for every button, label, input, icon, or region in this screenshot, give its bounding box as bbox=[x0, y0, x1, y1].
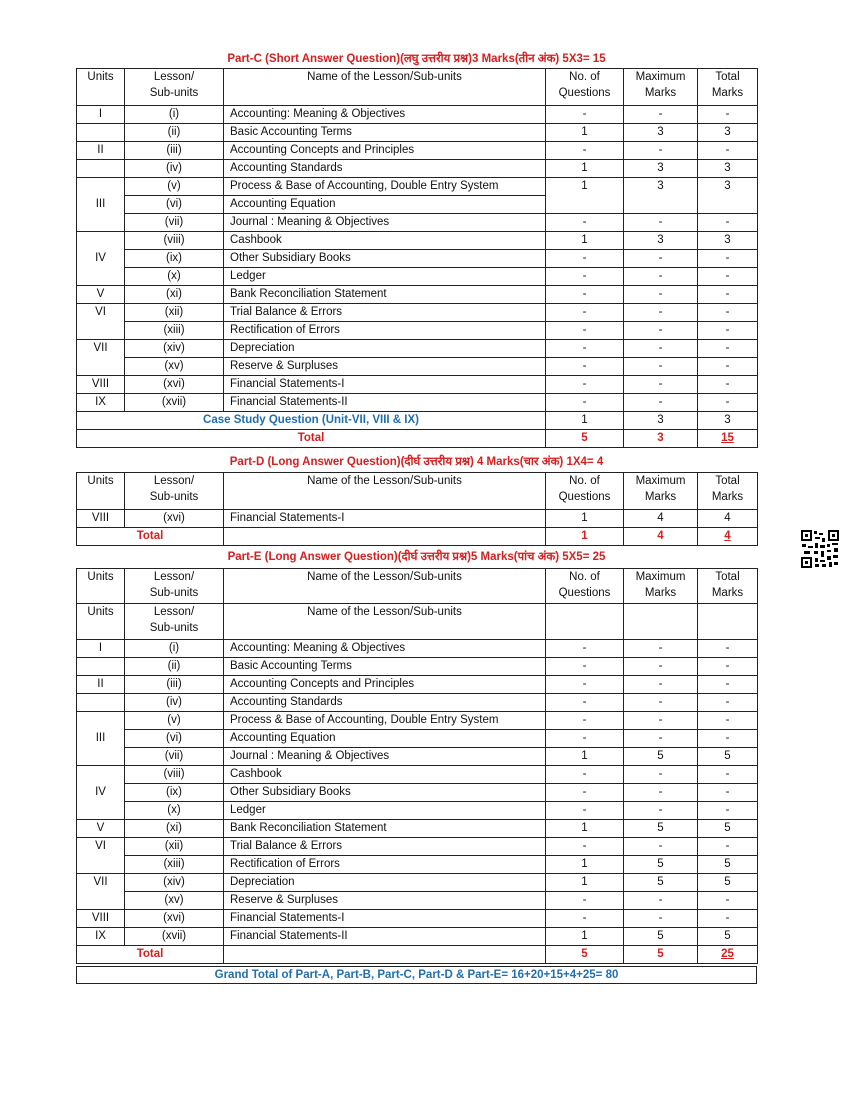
part-e-table bbox=[76, 568, 758, 964]
table-row: V (xi) Bank Reconciliation Statement - - - bbox=[77, 286, 758, 304]
header-lesson: Lesson/ Sub-units bbox=[125, 473, 224, 510]
table-row: V (xi) Bank Reconciliation Statement 1 5 5 bbox=[77, 820, 758, 838]
table-row: VIII (xvi) Financial Statements-I 1 4 4 bbox=[77, 510, 758, 528]
part-d-table bbox=[76, 472, 758, 546]
table-row: IV (viii) Cashbook - - - bbox=[77, 766, 758, 784]
table-row: II (iii) Accounting Concepts and Principles - - - bbox=[77, 676, 758, 694]
table-row: (ix) Other Subsidiary Books - - - bbox=[77, 784, 758, 802]
table-row: III (v) Process & Base of Accounting, Double Entry System 1 3 3 bbox=[77, 178, 758, 196]
table-row: (xiii) Rectification of Errors - - - bbox=[77, 322, 758, 340]
header-name: Name of the Lesson/Sub-units bbox=[224, 69, 546, 106]
header-units: Units bbox=[77, 69, 125, 106]
header-lesson: Lesson/ Sub-units bbox=[125, 69, 224, 106]
table-row: VII (xiv) Depreciation 1 5 5 bbox=[77, 874, 758, 892]
total-row: Total 1 4 4 bbox=[77, 528, 758, 546]
header-total-marks: Total Marks bbox=[698, 69, 758, 106]
header-questions: No. of Questions bbox=[546, 69, 624, 106]
table-row: (vii) Journal : Meaning & Objectives - - - bbox=[77, 214, 758, 232]
qr-code-icon bbox=[800, 529, 840, 569]
table-row: (ix) Other Subsidiary Books - - - bbox=[77, 250, 758, 268]
header-lesson: Lesson/ Sub-units bbox=[125, 604, 224, 640]
table-row: I (i) Accounting: Meaning & Objectives - - - bbox=[77, 106, 758, 124]
header-lesson: Lesson/ Sub-units bbox=[125, 569, 224, 604]
table-row: (xv) Reserve & Surpluses - - - bbox=[77, 892, 758, 910]
table-row: IV (viii) Cashbook 1 3 3 bbox=[77, 232, 758, 250]
table-row: (xv) Reserve & Surpluses - - - bbox=[77, 358, 758, 376]
total-row: Total 5 5 25 bbox=[77, 946, 758, 964]
part-c-title: Part-C (Short Answer Question)(लघु उत्तरीय प्रश्न)3 Marks(तीन अंक) 5X3= 15 bbox=[227, 53, 606, 65]
table-row: IX (xvii) Financial Statements-II 1 5 5 bbox=[77, 928, 758, 946]
table-row: II (iii) Accounting Concepts and Principles - - - bbox=[77, 142, 758, 160]
header-total-marks: Total Marks bbox=[698, 569, 758, 604]
header-questions: No. of Questions bbox=[546, 569, 624, 604]
table-row: (vii) Journal : Meaning & Objectives 1 5 5 bbox=[77, 748, 758, 766]
part-d-title: Part-D (Long Answer Question)(दीर्घ उत्तरीय प्रश्न) 4 Marks(चार अंक) 1X4= 4 bbox=[229, 456, 604, 468]
table-row: (ii) Basic Accounting Terms - - - bbox=[77, 658, 758, 676]
table-row: VI (xii) Trial Balance & Errors - - - bbox=[77, 838, 758, 856]
part-e-title: Part-E (Long Answer Question)(दीर्घ उत्तरीय प्रश्न)5 Marks(पांच अंक) 5X5= 25 bbox=[227, 551, 606, 563]
table-row: IX (xvii) Financial Statements-II - - - bbox=[77, 394, 758, 412]
header-units: Units bbox=[77, 604, 125, 640]
table-row: (iv) Accounting Standards - - - bbox=[77, 694, 758, 712]
table-row: (vi) Accounting Equation bbox=[77, 196, 758, 214]
table-row: (xiii) Rectification of Errors 1 5 5 bbox=[77, 856, 758, 874]
table-row: III (v) Process & Base of Accounting, Double Entry System - - - bbox=[77, 712, 758, 730]
part-c-table bbox=[76, 68, 758, 448]
table-row: (x) Ledger - - - bbox=[77, 802, 758, 820]
table-row: VIII (xvi) Financial Statements-I - - - bbox=[77, 376, 758, 394]
header-max-marks: Maximum Marks bbox=[624, 69, 698, 106]
header-questions: No. of Questions bbox=[546, 473, 624, 510]
header-units: Units bbox=[77, 473, 125, 510]
header-total-marks: Total Marks bbox=[698, 473, 758, 510]
header-units: Units bbox=[77, 569, 125, 604]
table-row: (vi) Accounting Equation - - - bbox=[77, 730, 758, 748]
header-name: Name of the Lesson/Sub-units bbox=[224, 604, 546, 640]
table-row: (ii) Basic Accounting Terms 1 3 3 bbox=[77, 124, 758, 142]
total-row: Total 5 3 15 bbox=[77, 430, 758, 448]
header-name: Name of the Lesson/Sub-units bbox=[224, 473, 546, 510]
table-row: I (i) Accounting: Meaning & Objectives - - - bbox=[77, 640, 758, 658]
header-name: Name of the Lesson/Sub-units bbox=[224, 569, 546, 604]
case-study-row: Case Study Question (Unit-VII, VIII & IX) 1 3 3 bbox=[77, 412, 758, 430]
table-row: (x) Ledger - - - bbox=[77, 268, 758, 286]
table-row: VII (xiv) Depreciation - - - bbox=[77, 340, 758, 358]
table-row: (iv) Accounting Standards 1 3 3 bbox=[77, 160, 758, 178]
table-row: VI (xii) Trial Balance & Errors - - - bbox=[77, 304, 758, 322]
header-max-marks: Maximum Marks bbox=[624, 569, 698, 604]
grand-total: Grand Total of Part-A, Part-B, Part-C, Part-D & Part-E= 16+20+15+4+25= 80 bbox=[76, 966, 757, 984]
table-row: VIII (xvi) Financial Statements-I - - - bbox=[77, 910, 758, 928]
header-max-marks: Maximum Marks bbox=[624, 473, 698, 510]
